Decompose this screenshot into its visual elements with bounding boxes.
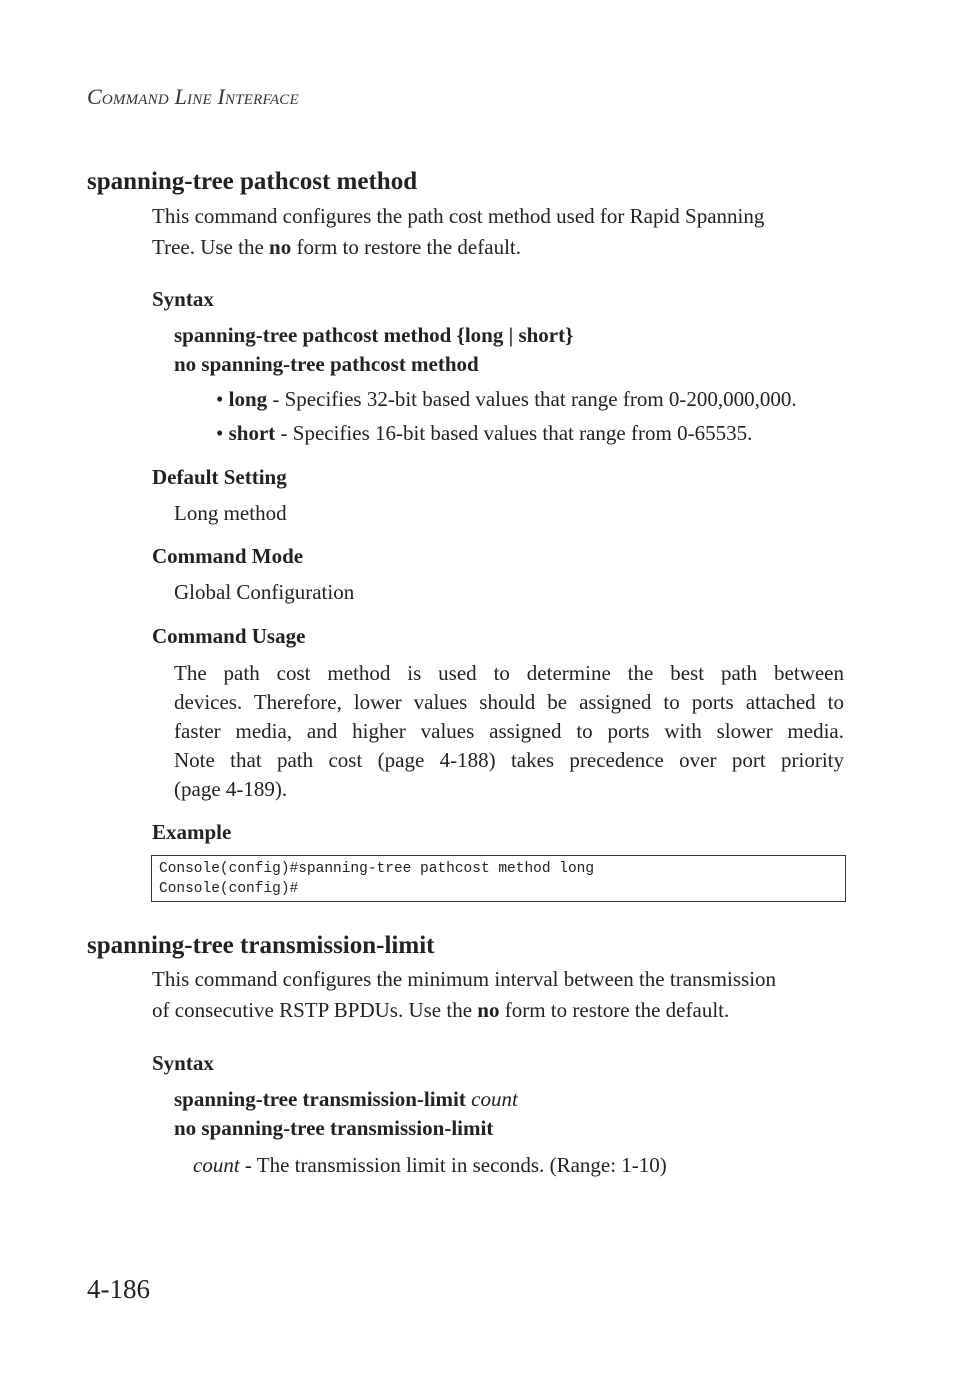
bullet-text: - Specifies 32-bit based values that range from 0-200,000,000. (267, 387, 797, 411)
intro-line: This command configures the path cost method used for Rapid Spanning (152, 204, 765, 228)
intro-keyword: no (269, 235, 292, 259)
usage-line: Note that path cost (page 4-188) takes precedence over port priority (174, 748, 844, 772)
section-title: spanning-tree transmission-limit (87, 932, 435, 959)
running-head-rest: OMMAND (101, 92, 169, 108)
running-head-rest: INE (187, 92, 212, 108)
intro-line (152, 232, 840, 263)
running-head-cap: L (174, 84, 188, 109)
running-head (87, 84, 299, 110)
code-example (151, 855, 846, 902)
syntax-param: count (471, 1087, 518, 1111)
running-head-cap: I (217, 84, 226, 109)
bullet-item (216, 421, 752, 446)
intro-keyword: no (477, 998, 500, 1022)
section-intro (152, 964, 840, 1026)
usage-line: The path cost method is used to determine the best path between (174, 661, 844, 685)
param-term: count (193, 1153, 240, 1177)
default-value: Long method (174, 501, 287, 525)
section-title: spanning-tree pathcost method (87, 168, 418, 195)
intro-text: Tree. Use the (152, 235, 270, 259)
usage-text (174, 659, 844, 804)
bullet-term: long (228, 387, 268, 411)
usage-line: faster media, and higher values assigned to ports with slower media. (174, 719, 844, 743)
default-heading: Default Setting (152, 465, 287, 489)
syntax-heading: Syntax (152, 1051, 214, 1075)
usage-line: (page 4-189). (174, 777, 288, 801)
usage-line: devices. Therefore, lower values should be assigned to ports attached to (174, 690, 844, 714)
code-line: Console(config)# (159, 881, 299, 897)
syntax-block (174, 321, 573, 379)
syntax-command: spanning-tree transmission-limit (174, 1087, 472, 1111)
syntax-line (174, 1085, 518, 1114)
intro-text: form to restore the default. (499, 998, 730, 1022)
bullet-icon: • (216, 387, 229, 411)
param-text: - The transmission limit in seconds. (Range: 1-10) (239, 1153, 667, 1177)
mode-value: Global Configuration (174, 580, 355, 604)
syntax-line: no spanning-tree pathcost method (174, 352, 479, 376)
usage-heading: Command Usage (152, 624, 306, 648)
mode-heading: Command Mode (152, 544, 304, 568)
bullet-item (216, 387, 797, 412)
syntax-block (174, 1085, 518, 1143)
intro-line (152, 995, 840, 1026)
section-intro (152, 201, 840, 263)
param-description (193, 1153, 667, 1178)
syntax-line: no spanning-tree transmission-limit (174, 1116, 494, 1140)
intro-text: form to restore the default. (291, 235, 521, 259)
bullet-term: short (228, 421, 276, 445)
syntax-line: spanning-tree pathcost method {long | short} (174, 323, 574, 347)
page-number: 4-186 (87, 1274, 150, 1304)
bullet-text: - Specifies 16-bit based values that range from 0-65535. (275, 421, 753, 445)
running-head-cap: C (87, 84, 102, 109)
intro-line: This command configures the minimum interval between the transmission (152, 967, 777, 991)
example-heading: Example (152, 820, 232, 844)
running-head-rest: NTERFACE (225, 92, 299, 108)
syntax-heading: Syntax (152, 287, 214, 311)
bullet-icon: • (216, 421, 229, 445)
code-line: Console(config)#spanning-tree pathcost method long (159, 861, 595, 877)
intro-text: of consecutive RSTP BPDUs. Use the (152, 998, 478, 1022)
